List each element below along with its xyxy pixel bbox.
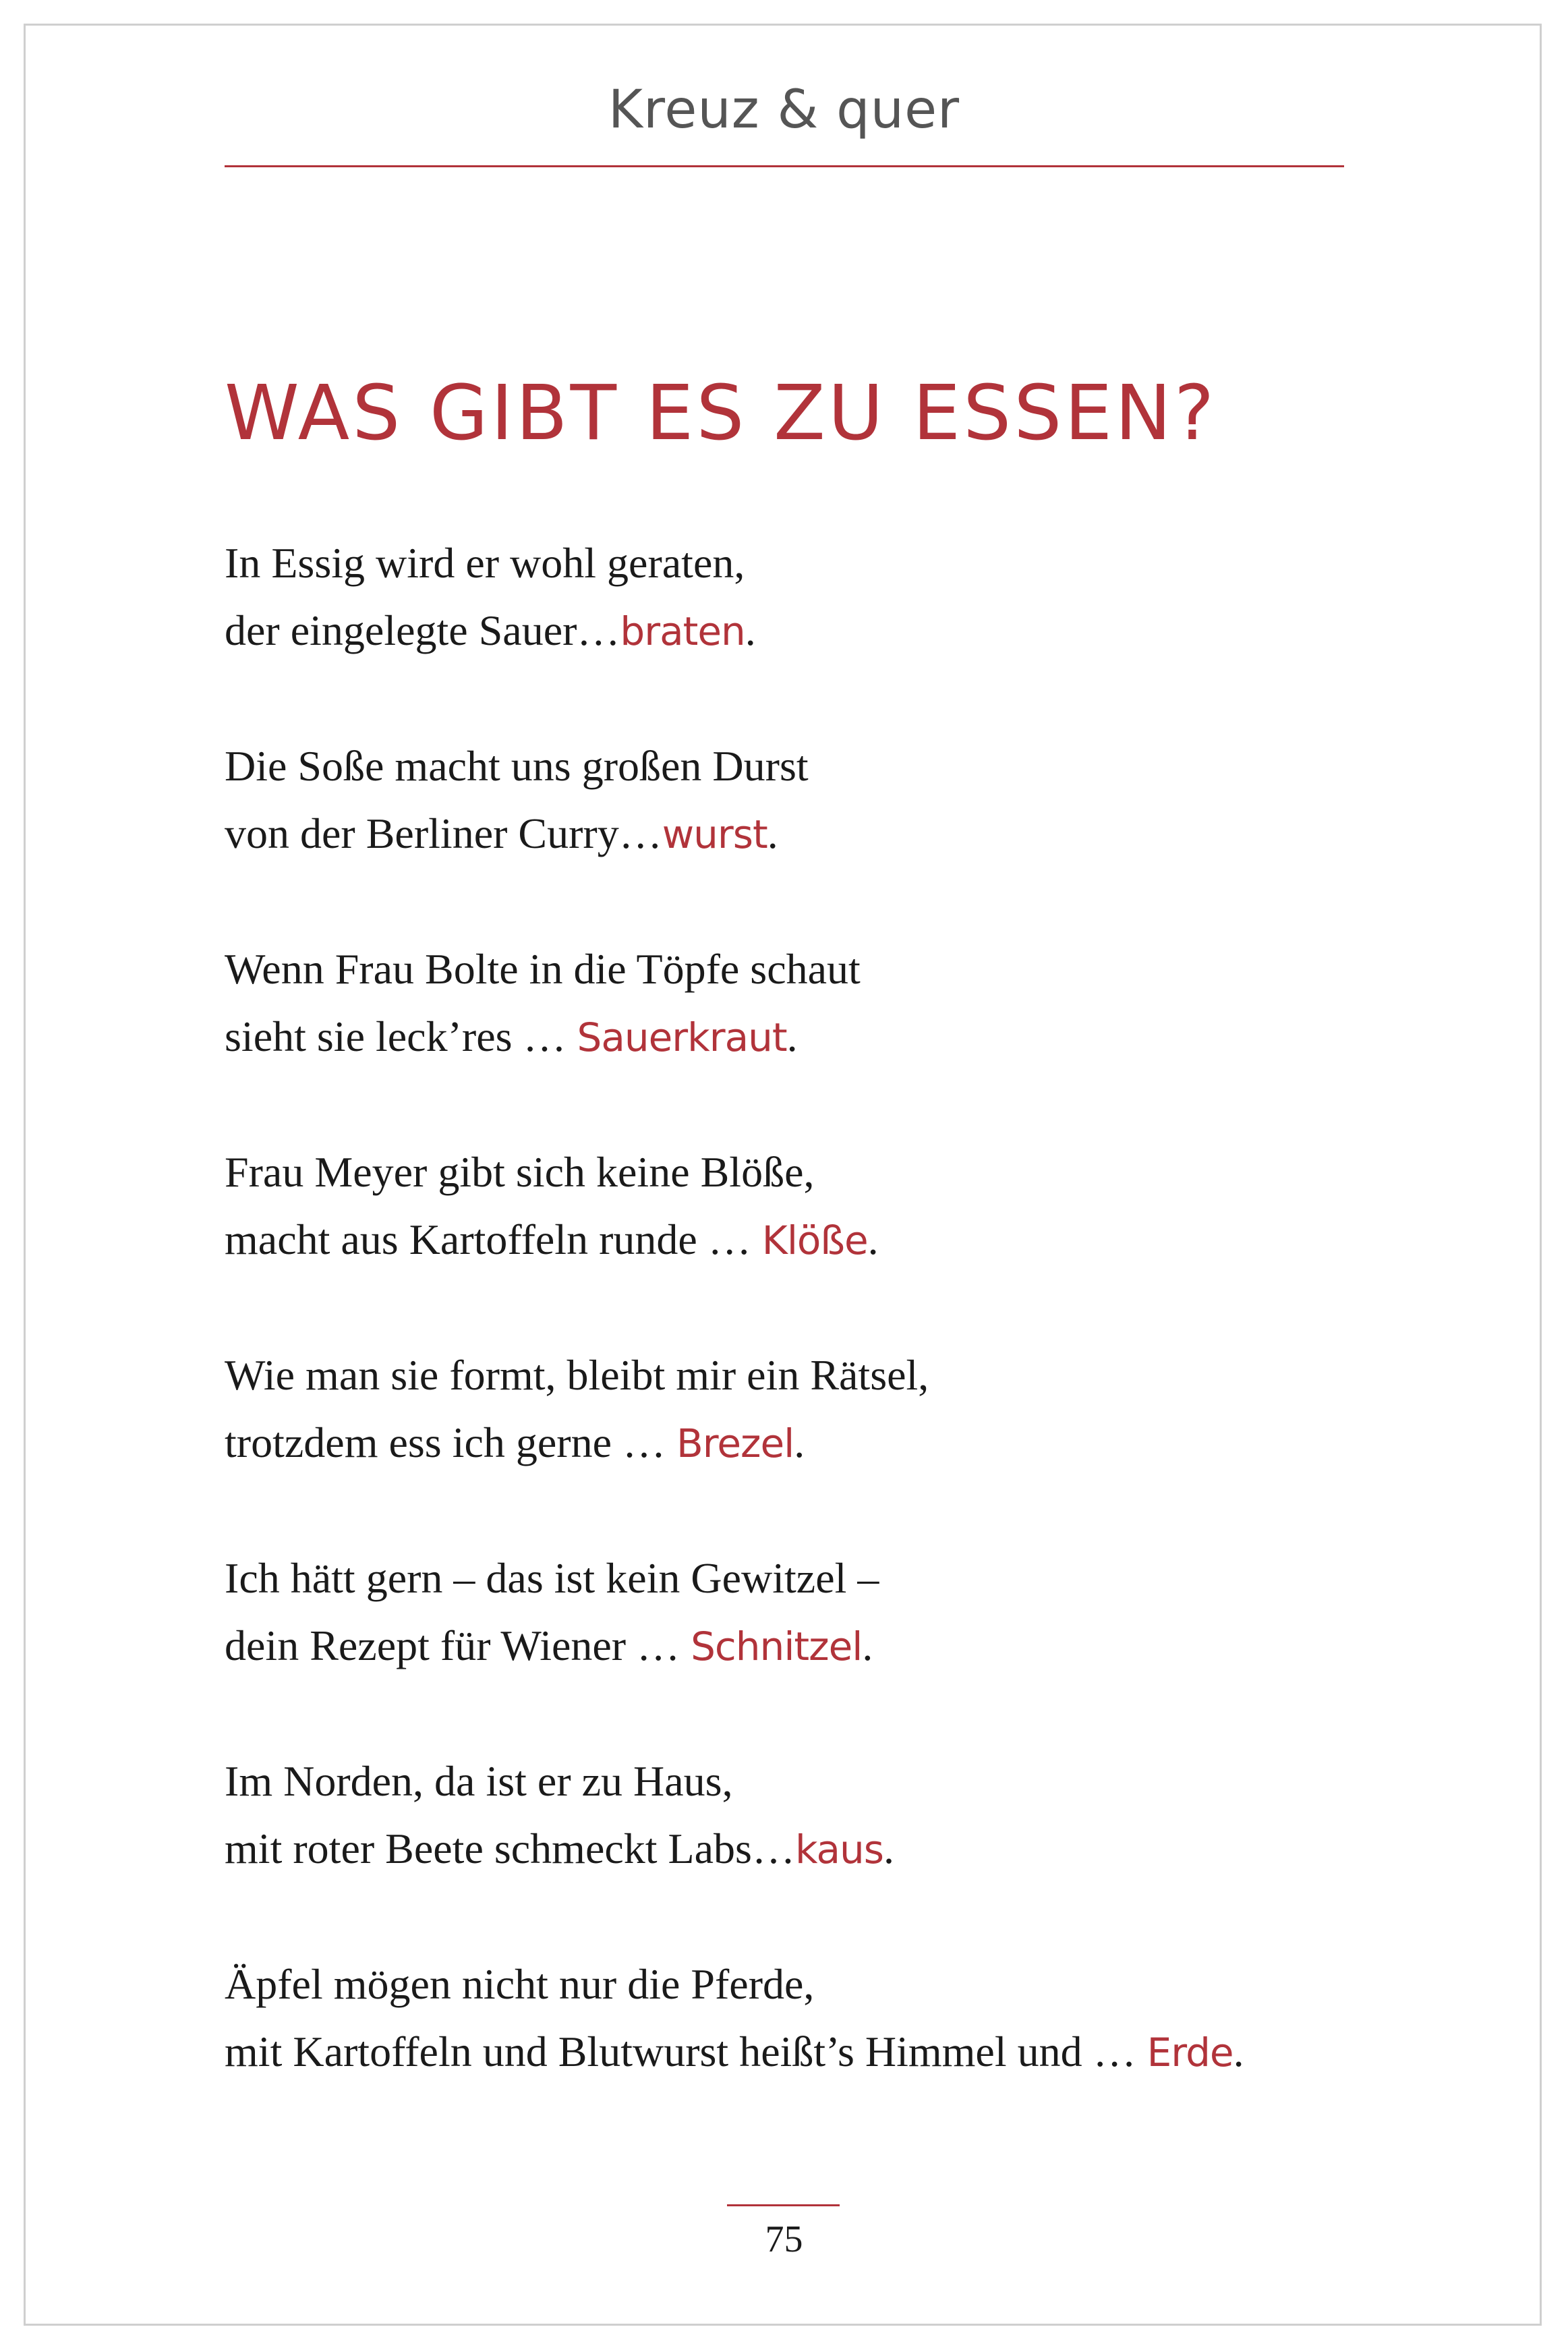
- line-end: .: [745, 606, 756, 654]
- poem-line: Äpfel mögen nicht nur die Pferde,: [225, 1960, 815, 2008]
- line-end: .: [794, 1418, 805, 1466]
- poem-line-with-answer: [225, 1612, 1371, 1680]
- page-number: 75: [765, 2218, 803, 2260]
- poem-line: Die Soße macht uns großen Durst: [225, 742, 809, 790]
- line-text: macht aus Kartoffeln runde …: [225, 1215, 762, 1263]
- poem-line-with-answer: [225, 800, 1371, 868]
- running-head: Kreuz & quer: [608, 80, 960, 140]
- answer-word: Sauerkraut: [577, 1014, 787, 1060]
- stanza: [225, 936, 1371, 1071]
- poem-line-with-answer: [225, 1003, 1371, 1071]
- answer-word: kaus: [794, 1827, 884, 1872]
- line-end: .: [767, 809, 778, 857]
- line-text: trotzdem ess ich gerne …: [225, 1418, 676, 1466]
- answer-word: Schnitzel: [691, 1624, 863, 1669]
- poem-line-with-answer: [225, 1815, 1371, 1883]
- line-end: .: [786, 1012, 798, 1060]
- line-text: von der Berliner Curry…: [225, 809, 662, 857]
- line-text: sieht sie leck’res …: [225, 1012, 577, 1060]
- answer-word: Klöße: [761, 1217, 868, 1263]
- line-text: mit roter Beete schmeckt Labs…: [225, 1825, 795, 1872]
- poem-line: Frau Meyer gibt sich keine Blöße,: [225, 1148, 815, 1196]
- line-text: mit Kartoffeln und Blutwurst heißt’s Himmel und …: [225, 2028, 1147, 2075]
- poem-line: Ich hätt gern – das ist kein Gewitzel –: [225, 1554, 879, 1602]
- answer-word: Erde: [1146, 2030, 1233, 2075]
- line-text: der eingelegte Sauer…: [225, 606, 620, 654]
- poem-line: Wie man sie formt, bleibt mir ein Rätsel,: [225, 1351, 929, 1399]
- poem-line: In Essig wird er wohl geraten,: [225, 539, 745, 587]
- answer-word: wurst: [662, 811, 767, 857]
- line-end: .: [867, 1215, 879, 1263]
- stanza: [225, 1342, 1371, 1477]
- line-text: dein Rezept für Wiener …: [225, 1622, 691, 1669]
- stanza: [225, 1748, 1371, 1883]
- header-rule: [225, 165, 1344, 167]
- answer-word: Brezel: [676, 1421, 794, 1466]
- stanza: [225, 1545, 1371, 1680]
- page-number-rule: [727, 2204, 840, 2206]
- poem-line: Im Norden, da ist er zu Haus,: [225, 1757, 733, 1805]
- stanza: [225, 1139, 1371, 1274]
- page-title: WAS GIBT ES ZU ESSEN?: [225, 370, 1217, 457]
- stanza: [225, 733, 1371, 868]
- poem-line-with-answer: [225, 1206, 1371, 1274]
- poem-line-with-answer: [225, 1409, 1371, 1477]
- stanza: [225, 529, 1371, 665]
- answer-word: braten: [620, 608, 745, 654]
- poem-line-with-answer: [225, 597, 1371, 665]
- poem-line: Wenn Frau Bolte in die Töpfe schaut: [225, 945, 861, 993]
- poem: [225, 529, 1371, 2154]
- poem-line-with-answer: [225, 2018, 1371, 2086]
- stanza: [225, 1951, 1371, 2086]
- line-end: .: [862, 1622, 873, 1669]
- line-end: .: [1233, 2028, 1244, 2075]
- line-end: .: [883, 1825, 895, 1872]
